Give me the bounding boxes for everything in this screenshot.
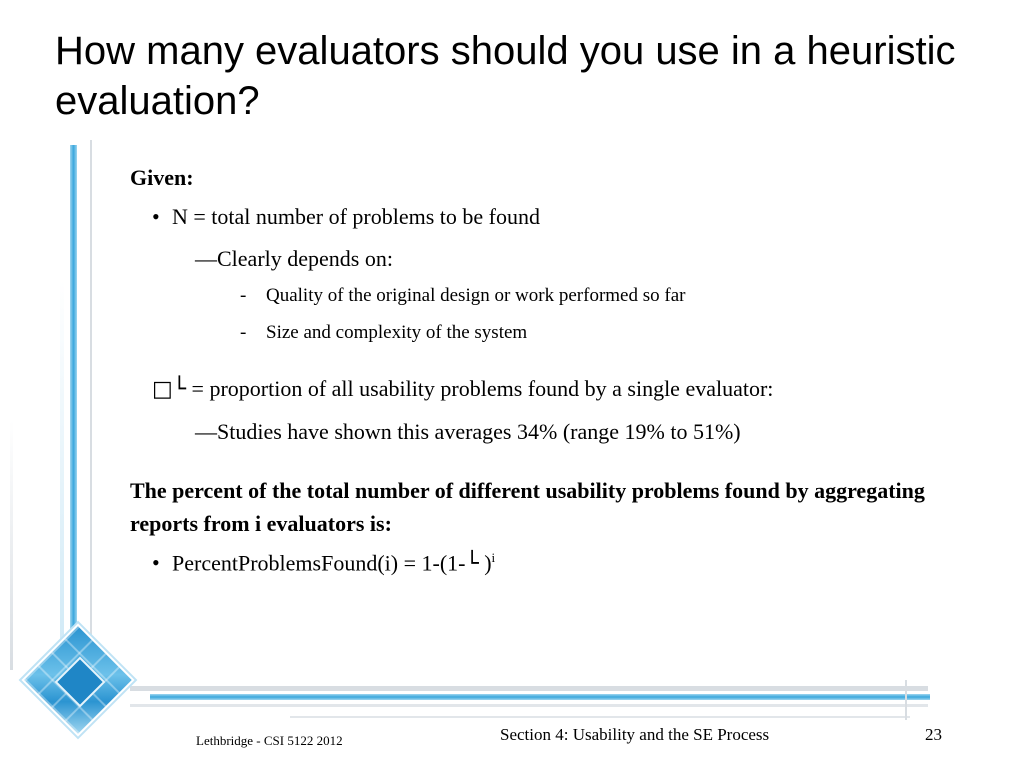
footer-section-title: Section 4: Usability and the SE Process [500,725,770,744]
bullet-marker: • [152,204,160,229]
decorative-bar [60,280,64,660]
bullet-item [152,550,495,576]
diamond-logo-icon [18,620,138,740]
lambda-symbol: └ [465,551,479,577]
sub-list-text: Quality of the original design or work performed so far [266,285,686,306]
decorative-bar [90,140,92,690]
missing-glyph-box: □ [152,377,173,402]
formula-exponent: i [491,550,496,565]
footer-author: Lethbridge - CSI 5122 2012 [196,733,343,748]
bullet-item [152,376,773,402]
decorative-bar [150,694,930,700]
sub-list-item [240,322,527,344]
sub-heading: —Studies have shown this averages 34% (range 19% to 51%) [195,419,741,444]
dash-marker: - [240,285,247,306]
decorative-bar [130,686,928,691]
sub-heading: —Clearly depends on: [195,246,393,271]
formula-suffix: ) [478,550,492,576]
slide-title: How many evaluators should you use in a heuristic evaluation? [55,29,956,123]
decorative-bar [290,716,910,718]
decorative-bar [130,704,928,707]
bullet-text: N = total number of problems to be found [172,204,541,229]
bullet-item [152,204,540,230]
page-number: 23 [925,725,942,744]
decorative-bar [905,680,907,720]
bullet-text: = proportion of all usability problems found by a single evaluator: [186,376,774,401]
sub-list-text: Size and complexity of the system [266,322,528,343]
bold-statement: The percent of the total number of different usability problems found by aggregating reports from i evaluators is: [130,478,925,536]
given-heading: Given: [130,165,194,190]
sub-list-item [240,285,685,307]
lambda-symbol: └ [172,377,187,402]
decorative-bar [10,420,13,670]
dash-marker: - [240,322,247,343]
formula-prefix: PercentProblemsFound(i) = 1-(1- [172,550,466,576]
bullet-marker: • [152,550,160,576]
decorative-bar [70,145,77,665]
